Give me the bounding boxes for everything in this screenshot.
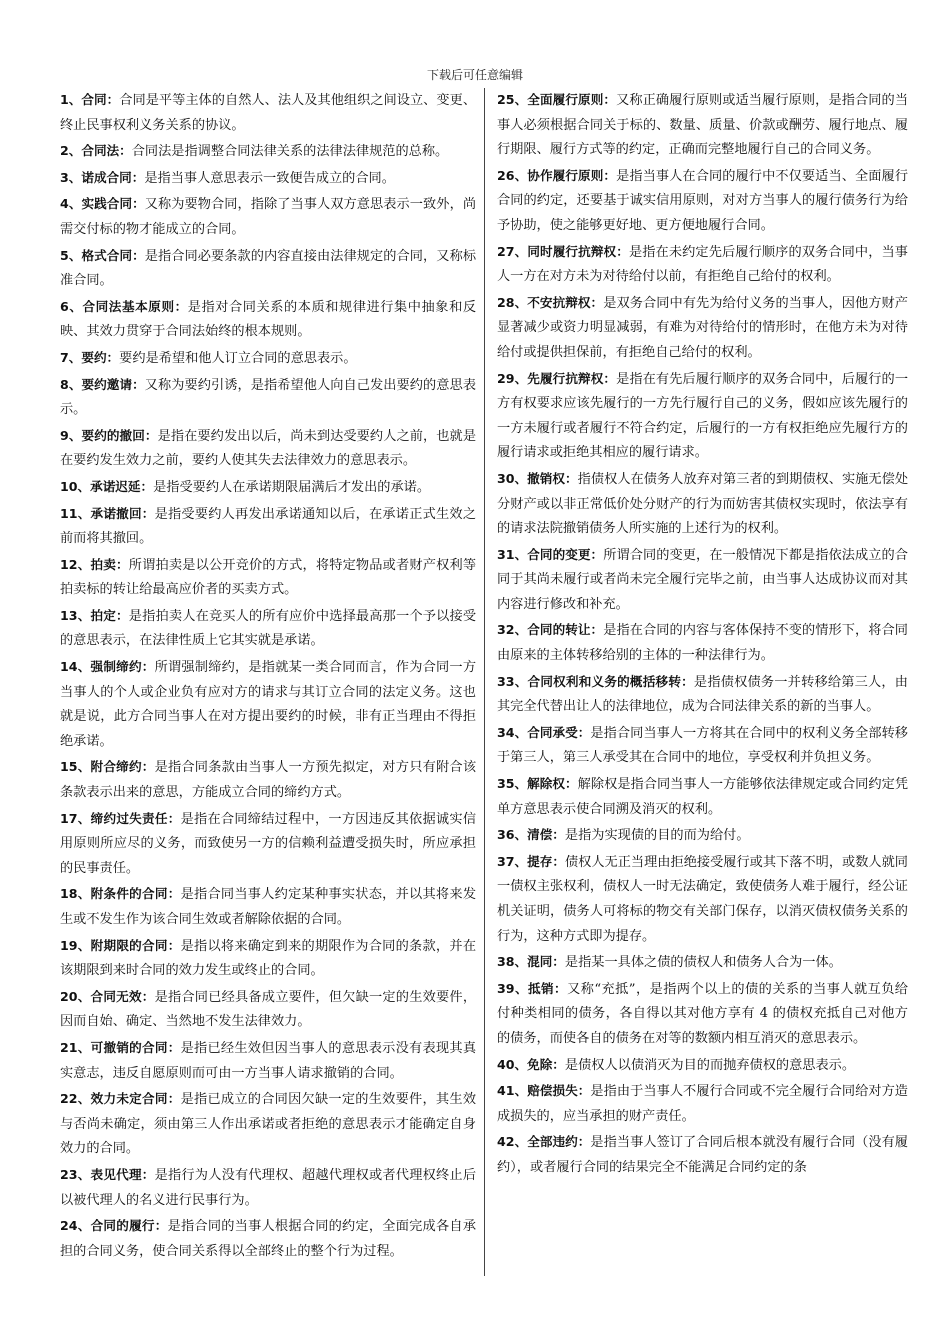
term-definition: 是指拍卖人在竞买人的所有应价中选择最高那一个予以接受的意思表示，在法律性质上它其实就是承诺。 — [60, 608, 477, 649]
definition-entry — [60, 1036, 476, 1086]
term-label: 32、合同的转让： — [497, 622, 604, 638]
term-label: 13、拍定： — [60, 607, 129, 623]
definition-entry — [497, 850, 908, 949]
definition-entry — [497, 950, 908, 976]
term-label: 21、可撤销的合同： — [60, 1039, 181, 1055]
definition-entry — [497, 88, 908, 163]
term-definition: 是指在有先后履行顺序的双务合同中，后履行的一方有权要求应该先履行的一方先行履行自己的义务，假如应该先履行的一方未履行或者履行不符合约定，后履行的一方有权拒绝应先履行方的履行请求或拒绝其相应的履行请求。 — [497, 371, 909, 461]
definition-entry — [60, 807, 476, 882]
term-definition: 是指某一具体之债的债权人和债务人合为一体。 — [564, 955, 842, 971]
definition-entry — [497, 721, 908, 771]
term-label: 2、合同法： — [60, 143, 132, 159]
term-label: 26、协作履行原则： — [497, 167, 617, 183]
term-definition: 是指以将来确定到来的期限作为合同的条款，并在该期限到来时合同的效力发生或终止的合同。 — [60, 938, 477, 979]
term-label: 17、缔约过失责任： — [60, 810, 181, 826]
term-label: 42、全部违约： — [497, 1134, 591, 1150]
definition-entry — [60, 475, 476, 501]
term-label: 18、附条件的合同： — [60, 886, 181, 902]
definition-entry — [497, 1079, 908, 1129]
definition-entry — [497, 1053, 908, 1079]
term-definition: 是指为实现债的目的而为给付。 — [564, 828, 750, 844]
term-label: 27、同时履行抗辩权： — [497, 243, 629, 259]
definition-entry — [60, 934, 476, 984]
left-column — [60, 88, 476, 1265]
term-label: 39、抵销： — [497, 980, 568, 996]
term-definition: 是指由于当事人不履行合同或不完全履行合同给对方造成损失的，应当承担的财产责任。 — [497, 1084, 908, 1124]
term-label: 28、不安抗辩权： — [497, 294, 604, 310]
term-label: 9、要约的撤回： — [60, 427, 158, 443]
term-label: 4、实践合同： — [60, 196, 145, 212]
term-definition: 所谓合同的变更，在一般情况下都是指依法成立的合同于其尚未履行或者尚未完全履行完毕之前，由当事人达成协议而对其内容进行修改和补充。 — [497, 547, 908, 612]
term-label: 14、强制缔约： — [60, 659, 155, 675]
definition-entry — [497, 164, 908, 239]
term-definition: 是指在要约发出以后，尚未到达受要约人之前，也就是在要约发生效力之前，要约人使其失去法律效力的意思表示。 — [60, 428, 477, 469]
definition-entry — [497, 618, 908, 668]
right-column — [497, 88, 908, 1182]
term-label: 31、合同的变更： — [497, 546, 604, 562]
term-definition: 又称为要物合同，指除了当事人双方意思表示一致外，尚需交付标的物才能成立的合同。 — [60, 197, 477, 237]
definition-entry — [497, 467, 908, 542]
definition-entry — [60, 1087, 476, 1162]
term-label: 1、合同： — [60, 92, 120, 107]
page-header: 下载后可任意编辑 — [426, 68, 523, 82]
term-label: 8、要约邀请： — [60, 376, 145, 392]
term-label: 5、格式合同： — [60, 247, 145, 263]
term-definition: 是指合同当事人一方将其在合同中的权利义务全部转移于第三人，第三人承受其在合同中的地位，享受权利并负担义务。 — [497, 725, 908, 766]
term-definition: 是指行为人没有代理权、超越代理权或者代理权终止后以被代理人的名义进行民事行为。 — [60, 1167, 477, 1208]
definition-entry — [60, 755, 476, 805]
term-label: 40、免除： — [497, 1056, 565, 1072]
term-label: 7、要约： — [60, 349, 120, 365]
term-label: 35、解除权： — [497, 776, 578, 792]
definition-entry — [497, 670, 908, 720]
definition-entry — [60, 295, 476, 345]
term-definition: 债权人无正当理由拒绝接受履行或其下落不明，或数人就同一债权主张权利，债权人一时无法确定，致使债务人难于履行，经公证机关证明，债务人可将标的物交有关部门保存，以消灭债权债务关系的行为，这种方式即为提存。 — [497, 854, 908, 944]
term-definition: 是指合同当事人约定某种事实状态，并以其将来发生或不发生作为该合同生效或者解除依据的合同。 — [60, 887, 477, 927]
term-definition: 合同是平等主体的自然人、法人及其他组织之间设立、变更、终止民事权利义务关系的协议。 — [60, 93, 477, 133]
term-definition: 是指当事人意思表示一致便告成立的合同。 — [144, 170, 395, 186]
term-definition: 所谓强制缔约，是指就某一类合同而言，作为合同一方当事人的个人或企业负有应对方的请求与其订立合同的法定义务。这也就是说，此方合同当事人在对方提出要约的时候，非有正当理由不得拒绝承诺。 — [60, 660, 477, 749]
term-label: 3、诺成合同： — [60, 169, 145, 185]
term-definition: 是债权人以债消灭为目的而抛弃债权的意思表示。 — [564, 1057, 856, 1073]
term-label: 38、混同： — [497, 954, 565, 970]
term-definition: 是指已成立的合同因欠缺一定的生效要件，其生效与否尚未确定，须由第三人作出承诺或者拒绝的意思表示才能确定自身效力的合同。 — [60, 1092, 477, 1157]
definition-entry — [497, 977, 908, 1052]
term-definition: 所谓拍卖是以公开竞价的方式，将特定物品或者财产权利等拍卖标的转让给最高应价者的买卖方式。 — [60, 557, 477, 598]
term-definition: 是指在合同的内容与客体保持不变的情形下，将合同由原来的主体转移给别的主体的一种法律行为。 — [497, 623, 908, 664]
term-definition: 是指当事人在合同的履行中不仅要适当、全面履行合同的约定，还要基于诚实信用原则，对对方当事人的履行债务行为给予协助，使之能够更好地、更方便地履行合同。 — [497, 168, 909, 233]
term-definition: 是指受要约人再发出承诺通知以后，在承诺正式生效之前而将其撤回。 — [60, 506, 477, 547]
definition-entry — [60, 1214, 476, 1264]
term-label: 23、表见代理： — [60, 1166, 155, 1182]
term-label: 22、效力未定合同： — [60, 1091, 181, 1107]
definition-entry — [497, 291, 908, 366]
definition-entry — [60, 553, 476, 603]
term-definition: 解除权是指合同当事人一方能够依法律规定或合同约定凭单方意思表示使合同溯及消灭的权利。 — [497, 777, 909, 817]
definition-entry — [60, 373, 476, 423]
term-definition: 又称正确履行原则或适当履行原则，是指合同的当事人必须根据合同关于标的、数量、质量、价款或酬劳、履行地点、履行期限、履行方式等的约定，正确而完整地履行自己的合同义务。 — [497, 93, 909, 158]
term-definition: 要约是希望和他人订立合同的意思表示。 — [119, 350, 357, 366]
term-label: 24、合同的履行： — [60, 1218, 168, 1234]
term-definition: 指债权人在债务人放弃对第三者的到期债权、实施无偿处分财产或以非正常低价处分财产的行为而妨害其债权实现时，依法享有的请求法院撤销债务人所实施的上述行为的权利。 — [497, 471, 909, 537]
definition-entry — [60, 502, 476, 552]
term-definition: 是指受要约人在承诺期限届满后才发出的承诺。 — [153, 479, 431, 495]
definition-entry — [497, 367, 908, 466]
definition-entry — [60, 166, 476, 192]
term-label: 37、提存： — [497, 853, 565, 869]
term-definition: 是双务合同中有先为给付义务的当事人，因他方财产显著减少或资力明显减弱，有难为对待给付的情形时，在他方未为对待给付或提供担保前，有拒绝自己给付的权利。 — [497, 295, 908, 360]
term-label: 10、承诺迟延： — [60, 478, 154, 494]
term-definition: 是指合同已经具备成立要件，但欠缺一定的生效要件，因而自始、确定、当然地不发生法律效力。 — [60, 989, 477, 1030]
definition-entry — [60, 139, 476, 165]
term-definition: 是指债权债务一并转移给第三人，由其完全代替出让人的法律地位，成为合同法律关系的新的当事人。 — [497, 674, 908, 715]
definition-entry — [60, 244, 476, 294]
term-definition: 是指合同条款由当事人一方预先拟定，对方只有附合该条款表示出来的意思，方能成立合同的缔约方式。 — [60, 760, 477, 801]
definition-entry — [497, 1130, 908, 1180]
definition-entry — [497, 823, 908, 849]
definition-entry — [60, 655, 476, 754]
term-definition: 是指在合同缔结过程中，一方因违反其依据诚实信用原则所应尽的义务，而致使另一方的信赖利益遭受损失时，所应承担的民事责任。 — [60, 811, 477, 876]
term-definition: 是指合同的当事人根据合同的约定，全面完成各自承担的合同义务，使合同关系得以全部终止的整个行为过程。 — [60, 1219, 477, 1259]
term-label: 12、拍卖： — [60, 556, 129, 572]
term-definition: 又称为要约引诱，是指希望他人向自己发出要约的意思表示。 — [60, 377, 477, 418]
term-definition: 是指当事人签订了合同后根本就没有履行合同（没有履约），或者履行合同的结果完全不能满足合同约定的条 — [497, 1135, 908, 1175]
term-label: 11、承诺撤回： — [60, 505, 155, 521]
definition-entry — [60, 424, 476, 474]
term-label: 29、先履行抗辩权： — [497, 370, 617, 386]
term-label: 41、赔偿损失： — [497, 1083, 591, 1099]
term-label: 20、合同无效： — [60, 988, 155, 1004]
definition-entry — [60, 985, 476, 1035]
term-definition: 又称“充抵”，是指两个以上的债的关系的当事人就互负给付种类相同的债务，各自得以其对他方享有 4 的债权充抵自己对他方的债务，而使各自的债务在对等的数额内相互消灭的意思表示。 — [497, 981, 908, 1046]
term-definition: 合同法是指调整合同法律关系的法律法律规范的总称。 — [131, 144, 449, 160]
term-label: 25、全面履行原则： — [497, 92, 617, 107]
term-definition: 是指在未约定先后履行顺序的双务合同中，当事人一方在对方未为对待给付以前，有拒绝自己给付的权利。 — [497, 244, 908, 285]
term-definition: 是指合同必要条款的内容直接由法律规定的合同，又称标准合同。 — [60, 248, 477, 289]
term-label: 33、合同权利和义务的概括移转： — [497, 673, 694, 689]
definition-entry — [497, 543, 908, 618]
term-label: 6、合同法基本原则： — [60, 298, 188, 314]
term-definition: 是指对合同关系的本质和规律进行集中抽象和反映、其效力贯穿于合同法始终的根本规则。 — [60, 299, 477, 340]
term-label: 30、撤销权： — [497, 470, 578, 486]
definition-entry — [60, 88, 476, 138]
term-label: 34、合同承受： — [497, 724, 591, 740]
term-definition: 是指已经生效但因当事人的意思表示没有表现其真实意志，违反自愿原则而可由一方当事人请求撤销的合同。 — [60, 1040, 477, 1081]
definition-entry — [60, 1163, 476, 1213]
term-label: 15、附合缔约： — [60, 759, 155, 775]
definition-entry — [60, 346, 476, 372]
column-divider — [484, 88, 485, 1276]
term-label: 36、清偿： — [497, 827, 565, 843]
definition-entry — [60, 604, 476, 654]
definition-entry — [60, 882, 476, 932]
definition-entry — [497, 240, 908, 290]
term-label: 19、附期限的合同： — [60, 937, 181, 953]
definition-entry — [497, 772, 908, 822]
definition-entry — [60, 192, 476, 242]
